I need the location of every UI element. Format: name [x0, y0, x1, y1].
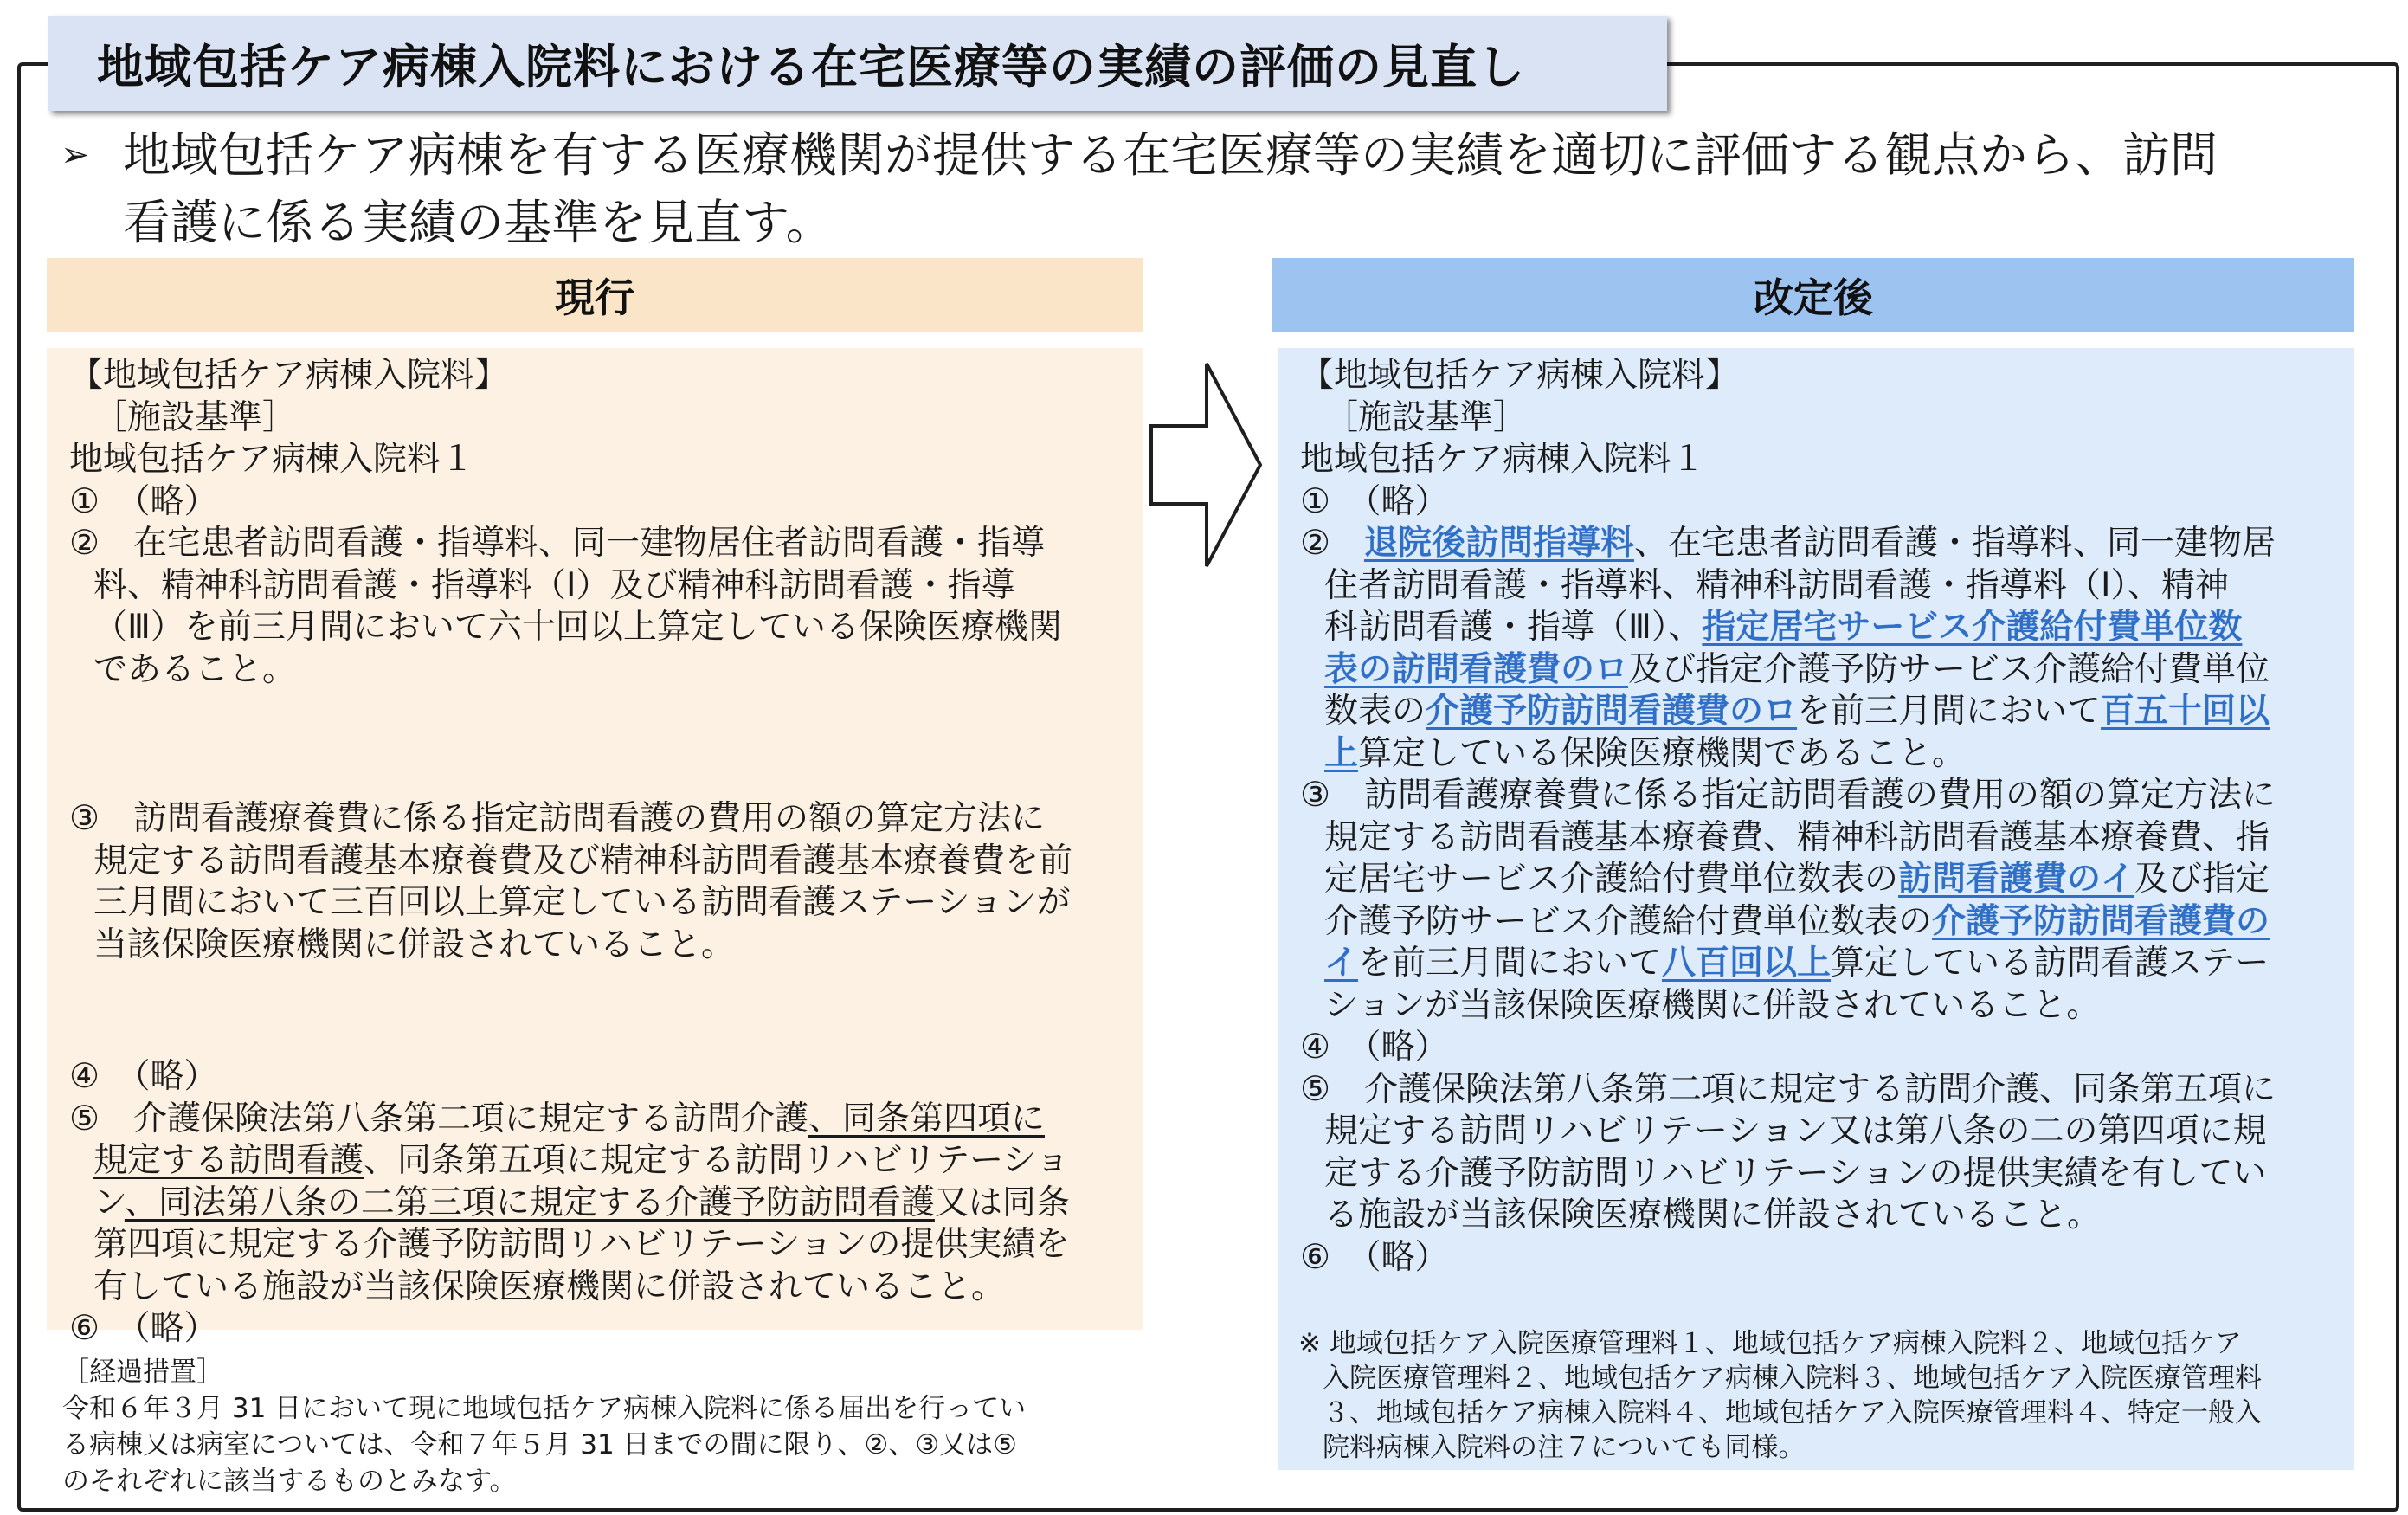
- lead-line-2: 看護に係る実績の基準を見直す。: [123, 195, 834, 250]
- footnote-line: 入院医療管理料２、地域包括ケア病棟入院料３、地域包括ケア入院医療管理料: [1323, 1363, 2262, 1394]
- current-header: [47, 258, 1143, 332]
- current-section-title: 【地域包括ケア病棟入院料】: [69, 356, 509, 395]
- current-item-3-line: 規定する訪問看護基本療養費及び精神科訪問看護基本療養費を前: [93, 841, 1073, 880]
- underlined-text: 規定する訪問看護: [93, 1141, 364, 1180]
- current-item-2-line: （Ⅲ）を前三月間において六十回以上算定している保険医療機関: [93, 608, 1062, 647]
- text-span: 及び指定: [2134, 860, 2270, 899]
- revised-fee-name: 地域包括ケア病棟入院料１: [1300, 440, 1706, 479]
- current-header-label: 現行: [555, 274, 634, 321]
- current-fee-name: 地域包括ケア病棟入院料１: [69, 440, 475, 479]
- footnote-line: ※ 地域包括ケア入院医療管理料１、地域包括ケア病棟入院料２、地域包括ケア: [1298, 1328, 2242, 1359]
- highlighted-text: 上: [1324, 733, 1359, 773]
- transitional-line: る病棟又は病室については、令和７年５月 31 日までの間に限り、②、③又は⑤: [62, 1429, 1017, 1460]
- text-span: 又は同条: [934, 1183, 1070, 1222]
- current-item-3-line: ③ 訪問看護療養費に係る指定訪問看護の費用の額の算定方法に: [69, 799, 1045, 838]
- current-item-2-line: であること。: [93, 649, 297, 689]
- text-span: ⑤ 介護保険法第八条第二項に規定する訪問介護: [69, 1099, 808, 1138]
- text-span: 数表の: [1324, 692, 1426, 731]
- current-item-5-line: 有している施設が当該保険医療機関に併設されていること。: [93, 1267, 1006, 1306]
- revised-item-1: ① （略）: [1300, 481, 1449, 521]
- current-item-3-line: 当該保険医療機関に併設されていること。: [93, 925, 736, 964]
- revised-item-3-line: ③ 訪問看護療養費に係る指定訪問看護の費用の額の算定方法に: [1300, 776, 2276, 815]
- highlighted-text: 退院後訪問指導料: [1363, 524, 1634, 563]
- current-panel: [47, 348, 1143, 1348]
- revised-item-2-line: [1300, 733, 2332, 776]
- page-title-text: 地域包括ケア病棟入院料における在宅医療等の実績の評価の見直し: [97, 39, 1525, 94]
- current-item-5-line: 第四項に規定する介護予防訪問リハビリテーションの提供実績を: [93, 1225, 1070, 1264]
- revised-item-3-line: [1300, 943, 2332, 985]
- underlined-text: 、同法第八条の二第三項に規定する介護予防訪問看護: [124, 1183, 935, 1222]
- current-item-2-line: ② 在宅患者訪問看護・指導料、同一建物居住者訪問看護・指導: [69, 524, 1045, 563]
- spacer: [69, 966, 1108, 1056]
- lead-text: [123, 121, 2363, 256]
- text-span: ②: [1300, 524, 1364, 563]
- current-item-5-line: [69, 1140, 1108, 1183]
- footnote: [1298, 1326, 2354, 1465]
- highlighted-text: 介護予防訪問看護費のロ: [1426, 692, 1798, 731]
- current-item-1: ① （略）: [69, 481, 218, 521]
- current-item-5-line: [69, 1099, 1108, 1141]
- current-item-6: ⑥ （略）: [69, 1309, 218, 1348]
- current-item-4: ④ （略）: [69, 1057, 218, 1096]
- transitional-line: 令和６年３月 31 日において現に地域包括ケア病棟入院料に係る届出を行ってい: [62, 1393, 1027, 1424]
- revised-item-5-line: 定する介護予防訪問リハビリテーションの提供実績を有してい: [1324, 1153, 2267, 1193]
- text-span: 及び指定介護予防サービス介護給付費単位: [1628, 649, 2270, 689]
- spacer: [69, 691, 1108, 798]
- current-subsection: ［施設基準］: [93, 397, 297, 437]
- current-item-5-line: [69, 1183, 1108, 1225]
- underlined-text: 、同条第四項に: [808, 1099, 1045, 1138]
- text-span: 算定している訪問看護ステー: [1831, 944, 2270, 983]
- revised-header-label: 改定後: [1754, 274, 1873, 321]
- text-span: 算定している保険医療機関であること。: [1358, 733, 1967, 773]
- text-span: 介護予防サービス介護給付費単位数表の: [1324, 901, 1933, 941]
- lead-line-1: 地域包括ケア病棟を有する医療機関が提供する在宅医療等の実績を適切に評価する観点から、訪問: [123, 127, 2218, 183]
- revised-item-3-line: [1300, 901, 2332, 944]
- revised-item-2-line: [1300, 607, 2332, 649]
- transitional-label: ［経過措置］: [62, 1357, 223, 1388]
- current-item-3-line: 三月間において三百回以上算定している訪問看護ステーションが: [93, 883, 1071, 922]
- revised-item-4: ④ （略）: [1300, 1028, 1449, 1067]
- highlighted-text: 八百回以上: [1662, 944, 1832, 983]
- highlighted-text: 百五十回以: [2101, 692, 2270, 731]
- transitional-measures: [62, 1354, 1118, 1499]
- revised-item-6: ⑥ （略）: [1300, 1237, 1449, 1277]
- revised-item-5-line: ⑤ 介護保険法第八条第二項に規定する訪問介護、同条第五項に: [1300, 1069, 2276, 1109]
- text-span: ン: [93, 1183, 125, 1222]
- revised-item-5-line: る施設が当該保険医療機関に併設されていること。: [1324, 1196, 2102, 1235]
- bullet-arrow-icon: ➢: [61, 135, 90, 175]
- footnote-line: 院料病棟入院料の注７についても同様。: [1323, 1432, 1806, 1463]
- revised-item-3-line: 規定する訪問看護基本療養費、精神科訪問看護基本療養費、指: [1324, 817, 2270, 857]
- page-title: [48, 16, 1667, 111]
- footnote-line: ３、地域包括ケア病棟入院料４、地域包括ケア入院医療管理料４、特定一般入: [1323, 1397, 2262, 1428]
- highlighted-text: 指定居宅サービス介護給付費単位数: [1702, 608, 2243, 647]
- current-item-2-line: 料、精神科訪問看護・指導料（Ⅰ）及び精神科訪問看護・指導: [93, 565, 1015, 605]
- text-span: を前三月間において: [1797, 692, 2102, 731]
- revised-item-5-line: 規定する訪問リハビリテーション又は第八条の二の第四項に規: [1324, 1112, 2267, 1151]
- revised-item-3-line: [1300, 859, 2332, 901]
- right-arrow-icon: [1146, 357, 1267, 573]
- text-span: 科訪問看護・指導（Ⅲ）、: [1324, 608, 1703, 647]
- revised-subsection: ［施設基準］: [1324, 397, 1528, 437]
- text-span: 、在宅患者訪問看護・指導料、同一建物居: [1633, 524, 2276, 563]
- revised-item-3-line: ションが当該保険医療機関に併設されていること。: [1324, 985, 2101, 1025]
- revised-item-2-line: [1300, 649, 2332, 692]
- highlighted-text: イ: [1324, 944, 1359, 983]
- revised-item-2-line: [1300, 523, 2332, 565]
- revised-header: [1272, 258, 2354, 332]
- revised-item-2-line: 住者訪問看護・指導料、精神科訪問看護・指導料（Ⅰ）、精神: [1324, 565, 2230, 605]
- highlighted-text: 介護予防訪問看護費の: [1932, 901, 2270, 941]
- lead-statement: [61, 121, 2363, 256]
- revised-panel: [1278, 348, 2354, 1470]
- text-span: 定居宅サービス介護給付費単位数表の: [1324, 860, 1899, 899]
- text-span: を前三月間において: [1358, 944, 1663, 983]
- highlighted-text: 表の訪問看護費のロ: [1324, 649, 1629, 689]
- revised-item-2-line: [1300, 691, 2332, 733]
- revised-section-title: 【地域包括ケア病棟入院料】: [1300, 356, 1740, 395]
- text-span: 、同条第五項に規定する訪問リハビリテーショ: [364, 1141, 1070, 1180]
- highlighted-text: 訪問看護費のイ: [1898, 860, 2135, 899]
- transitional-line: のそれぞれに該当するものとみなす。: [62, 1466, 517, 1497]
